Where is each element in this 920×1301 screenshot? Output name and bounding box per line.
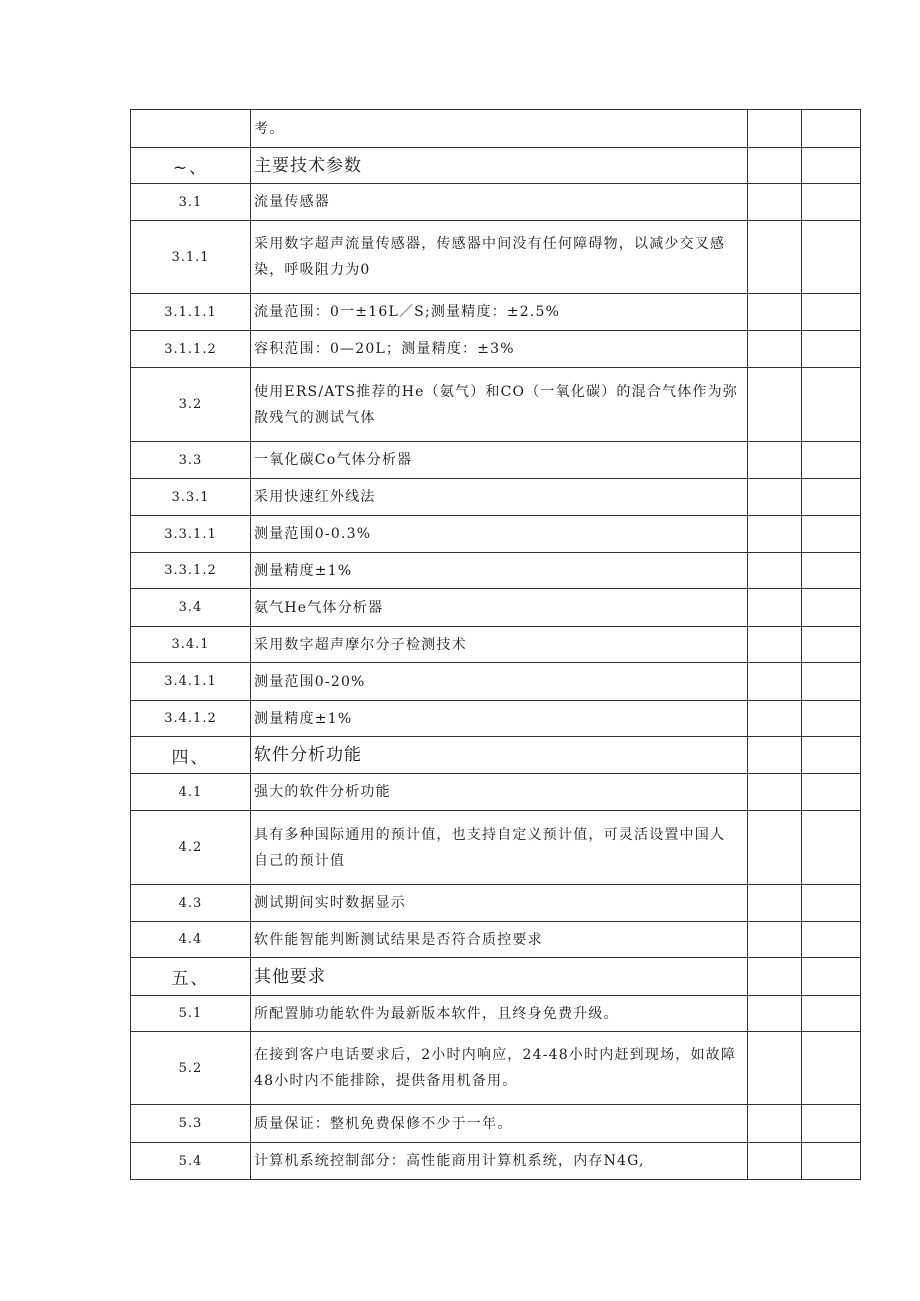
table-row <box>131 1032 861 1105</box>
empty-cell <box>748 1105 802 1143</box>
empty-cell <box>748 922 802 958</box>
item-number: ~、 <box>131 148 251 184</box>
item-description: 测量范围0-20% <box>251 663 748 701</box>
empty-cell <box>802 184 861 221</box>
spec-table <box>130 109 861 1180</box>
empty-cell <box>802 553 861 589</box>
empty-cell <box>802 996 861 1032</box>
item-number <box>131 110 251 148</box>
item-number: 4.4 <box>131 922 251 958</box>
item-number: 5.1 <box>131 996 251 1032</box>
item-description: 测量精度±1% <box>251 701 748 737</box>
empty-cell <box>802 663 861 701</box>
empty-cell <box>748 110 802 148</box>
item-number: 3.1.1 <box>131 221 251 294</box>
empty-cell <box>748 184 802 221</box>
table-row <box>131 958 861 996</box>
item-description: 在接到客户电话要求后，2小时内响应，24-48小时内赶到现场，如故障48小时内不能排除，提供备用机备用。 <box>251 1032 748 1105</box>
empty-cell <box>802 589 861 627</box>
item-number: 3.1 <box>131 184 251 221</box>
item-number: 3.1.1.2 <box>131 331 251 368</box>
table-row <box>131 589 861 627</box>
empty-cell <box>802 110 861 148</box>
empty-cell <box>748 442 802 479</box>
item-description: 其他要求 <box>251 958 748 996</box>
empty-cell <box>802 774 861 811</box>
table-row <box>131 553 861 589</box>
item-description: 计算机系统控制部分：高性能商用计算机系统，内存N4G, <box>251 1143 748 1180</box>
item-description: 考。 <box>251 110 748 148</box>
table-row <box>131 663 861 701</box>
table-row <box>131 774 861 811</box>
table-row <box>131 1105 861 1143</box>
item-number: 3.1.1.1 <box>131 294 251 331</box>
empty-cell <box>802 737 861 774</box>
table-row <box>131 885 861 922</box>
item-description: 软件能智能判断测试结果是否符合质控要求 <box>251 922 748 958</box>
empty-cell <box>748 885 802 922</box>
item-description: 采用数字超声流量传感器，传感器中间没有任何障碍物，以减少交叉感染，呼吸阻力为0 <box>251 221 748 294</box>
item-number: 五、 <box>131 958 251 996</box>
empty-cell <box>802 442 861 479</box>
table-row <box>131 148 861 184</box>
empty-cell <box>748 774 802 811</box>
item-number: 3.3.1.2 <box>131 553 251 589</box>
empty-cell <box>802 958 861 996</box>
item-description: 测量范围0-0.3% <box>251 516 748 553</box>
empty-cell <box>748 221 802 294</box>
item-number: 3.4.1.1 <box>131 663 251 701</box>
item-number: 3.3.1 <box>131 479 251 516</box>
empty-cell <box>748 294 802 331</box>
empty-cell <box>802 1032 861 1105</box>
empty-cell <box>748 1032 802 1105</box>
item-description: 容积范围：0—20L；测量精度：±3% <box>251 331 748 368</box>
empty-cell <box>802 221 861 294</box>
empty-cell <box>748 737 802 774</box>
empty-cell <box>802 148 861 184</box>
item-description: 质量保证：整机免费保修不少于一年。 <box>251 1105 748 1143</box>
item-description: 软件分析功能 <box>251 737 748 774</box>
empty-cell <box>802 885 861 922</box>
empty-cell <box>802 368 861 442</box>
empty-cell <box>802 701 861 737</box>
item-number: 5.4 <box>131 1143 251 1180</box>
spec-table-body <box>131 110 861 1180</box>
item-description: 具有多种国际通用的预计值，也支持自定义预计值，可灵活设置中国人自己的预计值 <box>251 811 748 885</box>
table-row <box>131 811 861 885</box>
empty-cell <box>748 148 802 184</box>
item-description: 采用快速红外线法 <box>251 479 748 516</box>
item-description: 强大的软件分析功能 <box>251 774 748 811</box>
table-row <box>131 331 861 368</box>
table-row <box>131 110 861 148</box>
item-number: 3.4.1.2 <box>131 701 251 737</box>
empty-cell <box>748 516 802 553</box>
table-row <box>131 516 861 553</box>
table-row <box>131 294 861 331</box>
item-number: 3.3 <box>131 442 251 479</box>
item-number: 3.4.1 <box>131 627 251 663</box>
item-number: 3.4 <box>131 589 251 627</box>
item-description: 采用数字超声摩尔分子检测技术 <box>251 627 748 663</box>
table-row <box>131 368 861 442</box>
table-row <box>131 996 861 1032</box>
table-row <box>131 627 861 663</box>
table-row <box>131 701 861 737</box>
table-row <box>131 184 861 221</box>
empty-cell <box>748 479 802 516</box>
empty-cell <box>802 627 861 663</box>
item-description: 所配置肺功能软件为最新版本软件，且终身免费升级。 <box>251 996 748 1032</box>
empty-cell <box>748 811 802 885</box>
item-number: 四、 <box>131 737 251 774</box>
item-description: 测量精度±1% <box>251 553 748 589</box>
item-number: 5.3 <box>131 1105 251 1143</box>
empty-cell <box>748 553 802 589</box>
table-row <box>131 479 861 516</box>
item-number: 3.2 <box>131 368 251 442</box>
item-number: 4.3 <box>131 885 251 922</box>
empty-cell <box>802 479 861 516</box>
table-row <box>131 737 861 774</box>
item-number: 4.1 <box>131 774 251 811</box>
table-row <box>131 442 861 479</box>
empty-cell <box>748 701 802 737</box>
item-description: 使用ERS/ATS推荐的He（氨气）和CO（一氧化碳）的混合气体作为弥散残气的测试气体 <box>251 368 748 442</box>
empty-cell <box>802 1105 861 1143</box>
empty-cell <box>748 958 802 996</box>
empty-cell <box>802 1143 861 1180</box>
item-description: 主要技术参数 <box>251 148 748 184</box>
item-number: 4.2 <box>131 811 251 885</box>
item-description: 一氧化碳Co气体分析器 <box>251 442 748 479</box>
item-description: 测试期间实时数据显示 <box>251 885 748 922</box>
empty-cell <box>802 811 861 885</box>
empty-cell <box>802 516 861 553</box>
empty-cell <box>802 294 861 331</box>
item-description: 氨气He气体分析器 <box>251 589 748 627</box>
empty-cell <box>748 589 802 627</box>
empty-cell <box>748 1143 802 1180</box>
item-number: 5.2 <box>131 1032 251 1105</box>
table-row <box>131 221 861 294</box>
empty-cell <box>802 331 861 368</box>
table-row <box>131 922 861 958</box>
empty-cell <box>802 922 861 958</box>
item-number: 3.3.1.1 <box>131 516 251 553</box>
item-description: 流量传感器 <box>251 184 748 221</box>
table-row <box>131 1143 861 1180</box>
empty-cell <box>748 331 802 368</box>
empty-cell <box>748 368 802 442</box>
item-description: 流量范围：0一±16L／S;测量精度：±2.5% <box>251 294 748 331</box>
empty-cell <box>748 663 802 701</box>
empty-cell <box>748 996 802 1032</box>
empty-cell <box>748 627 802 663</box>
